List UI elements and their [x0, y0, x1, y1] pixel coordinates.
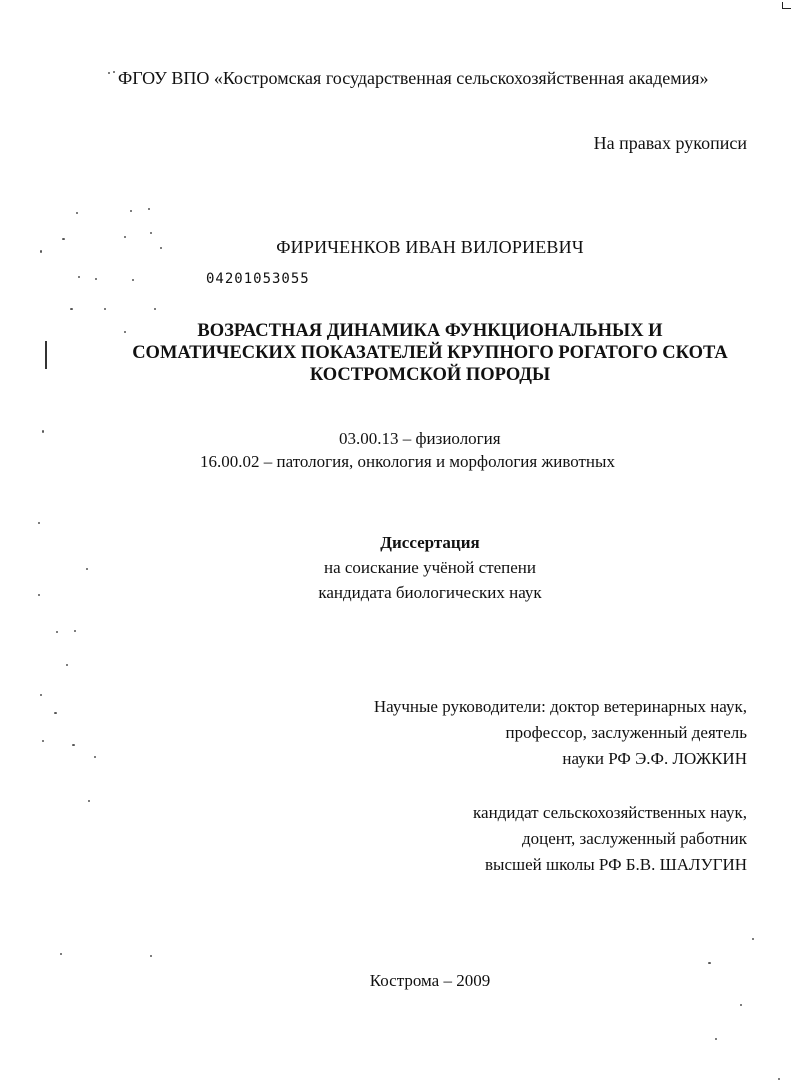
title-line: КОСТРОМСКОЙ ПОРОДЫ: [309, 365, 551, 385]
scan-speck: [38, 522, 40, 524]
dissertation-heading: Диссертация: [380, 533, 480, 552]
supervisor-line: кандидат сельскохозяйственных наук,: [473, 803, 747, 822]
scan-speck: [42, 740, 44, 742]
scan-speck: [78, 276, 80, 278]
degree-field-line: кандидата биологических наук: [318, 583, 542, 602]
supervisor-second: [473, 800, 747, 878]
scan-speck: [150, 232, 152, 234]
scan-speck: [113, 71, 115, 73]
scan-speck: [38, 594, 40, 596]
scan-speck: [72, 744, 75, 746]
title-line: СОМАТИЧЕСКИХ ПОКАЗАТЕЛЕЙ КРУПНОГО РОГАТОГО СКОТА: [132, 343, 728, 363]
scan-speck: [62, 238, 65, 240]
manuscript-note: На правах рукописи: [593, 133, 747, 153]
scan-speck: [132, 279, 134, 281]
scan-speck: [108, 72, 110, 74]
scan-speck: [88, 800, 90, 802]
supervisor-line: доцент, заслуженный работник: [522, 829, 747, 848]
scan-speck: [66, 664, 68, 666]
scan-speck: [150, 955, 152, 957]
scan-speck: [752, 938, 754, 940]
supervisor-line: науки РФ Э.Ф. ЛОЖКИН: [562, 749, 747, 768]
scan-speck: [715, 1038, 717, 1040]
scan-speck: [74, 630, 76, 632]
scan-speck: [42, 430, 44, 433]
supervisor-line: профессор, заслуженный деятель: [505, 723, 747, 742]
scan-speck: [740, 1004, 742, 1006]
scan-speck: [708, 962, 711, 964]
scan-speck: [148, 208, 150, 210]
specialty-pathology: 16.00.02 – патология, онкология и морфология животных: [200, 452, 615, 471]
scan-corner-mark: [782, 2, 791, 9]
scan-speck: [56, 631, 58, 633]
scan-speck: [40, 250, 42, 253]
specialty-physiology: 03.00.13 – физиология: [339, 429, 501, 448]
supervisor-line: Научные руководители: доктор ветеринарных наук,: [373, 697, 747, 716]
scan-speck: [94, 756, 96, 758]
scan-speck: [70, 308, 73, 310]
author-name: ФИРИЧЕНКОВ ИВАН ВИЛОРИЕВИЧ: [276, 237, 584, 257]
scan-speck: [86, 568, 88, 570]
scan-speck: [124, 236, 126, 238]
supervisor-line: высшей школы РФ Б.В. ШАЛУГИН: [485, 855, 747, 874]
scan-speck: [124, 331, 126, 333]
institution-name: ФГОУ ВПО «Костромская государственная сельскохозяйственная академия»: [118, 68, 709, 88]
scan-speck: [130, 210, 132, 212]
supervisor-first: [374, 694, 747, 772]
scan-speck: [60, 953, 62, 955]
city-year: Кострома – 2009: [369, 971, 491, 990]
dissertation-title: [0, 320, 793, 386]
scan-speck: [104, 308, 106, 310]
scan-speck: [154, 308, 156, 310]
scan-speck: [778, 1078, 780, 1080]
scan-speck: [95, 278, 97, 280]
degree-line: на соискание учёной степени: [323, 558, 537, 577]
scan-speck: [54, 712, 57, 714]
registration-number: 04201053055: [206, 271, 310, 287]
scan-speck: [160, 247, 162, 249]
scan-speck: [40, 694, 42, 696]
title-line: ВОЗРАСТНАЯ ДИНАМИКА ФУНКЦИОНАЛЬНЫХ И: [197, 321, 663, 341]
scan-speck: [76, 212, 78, 214]
